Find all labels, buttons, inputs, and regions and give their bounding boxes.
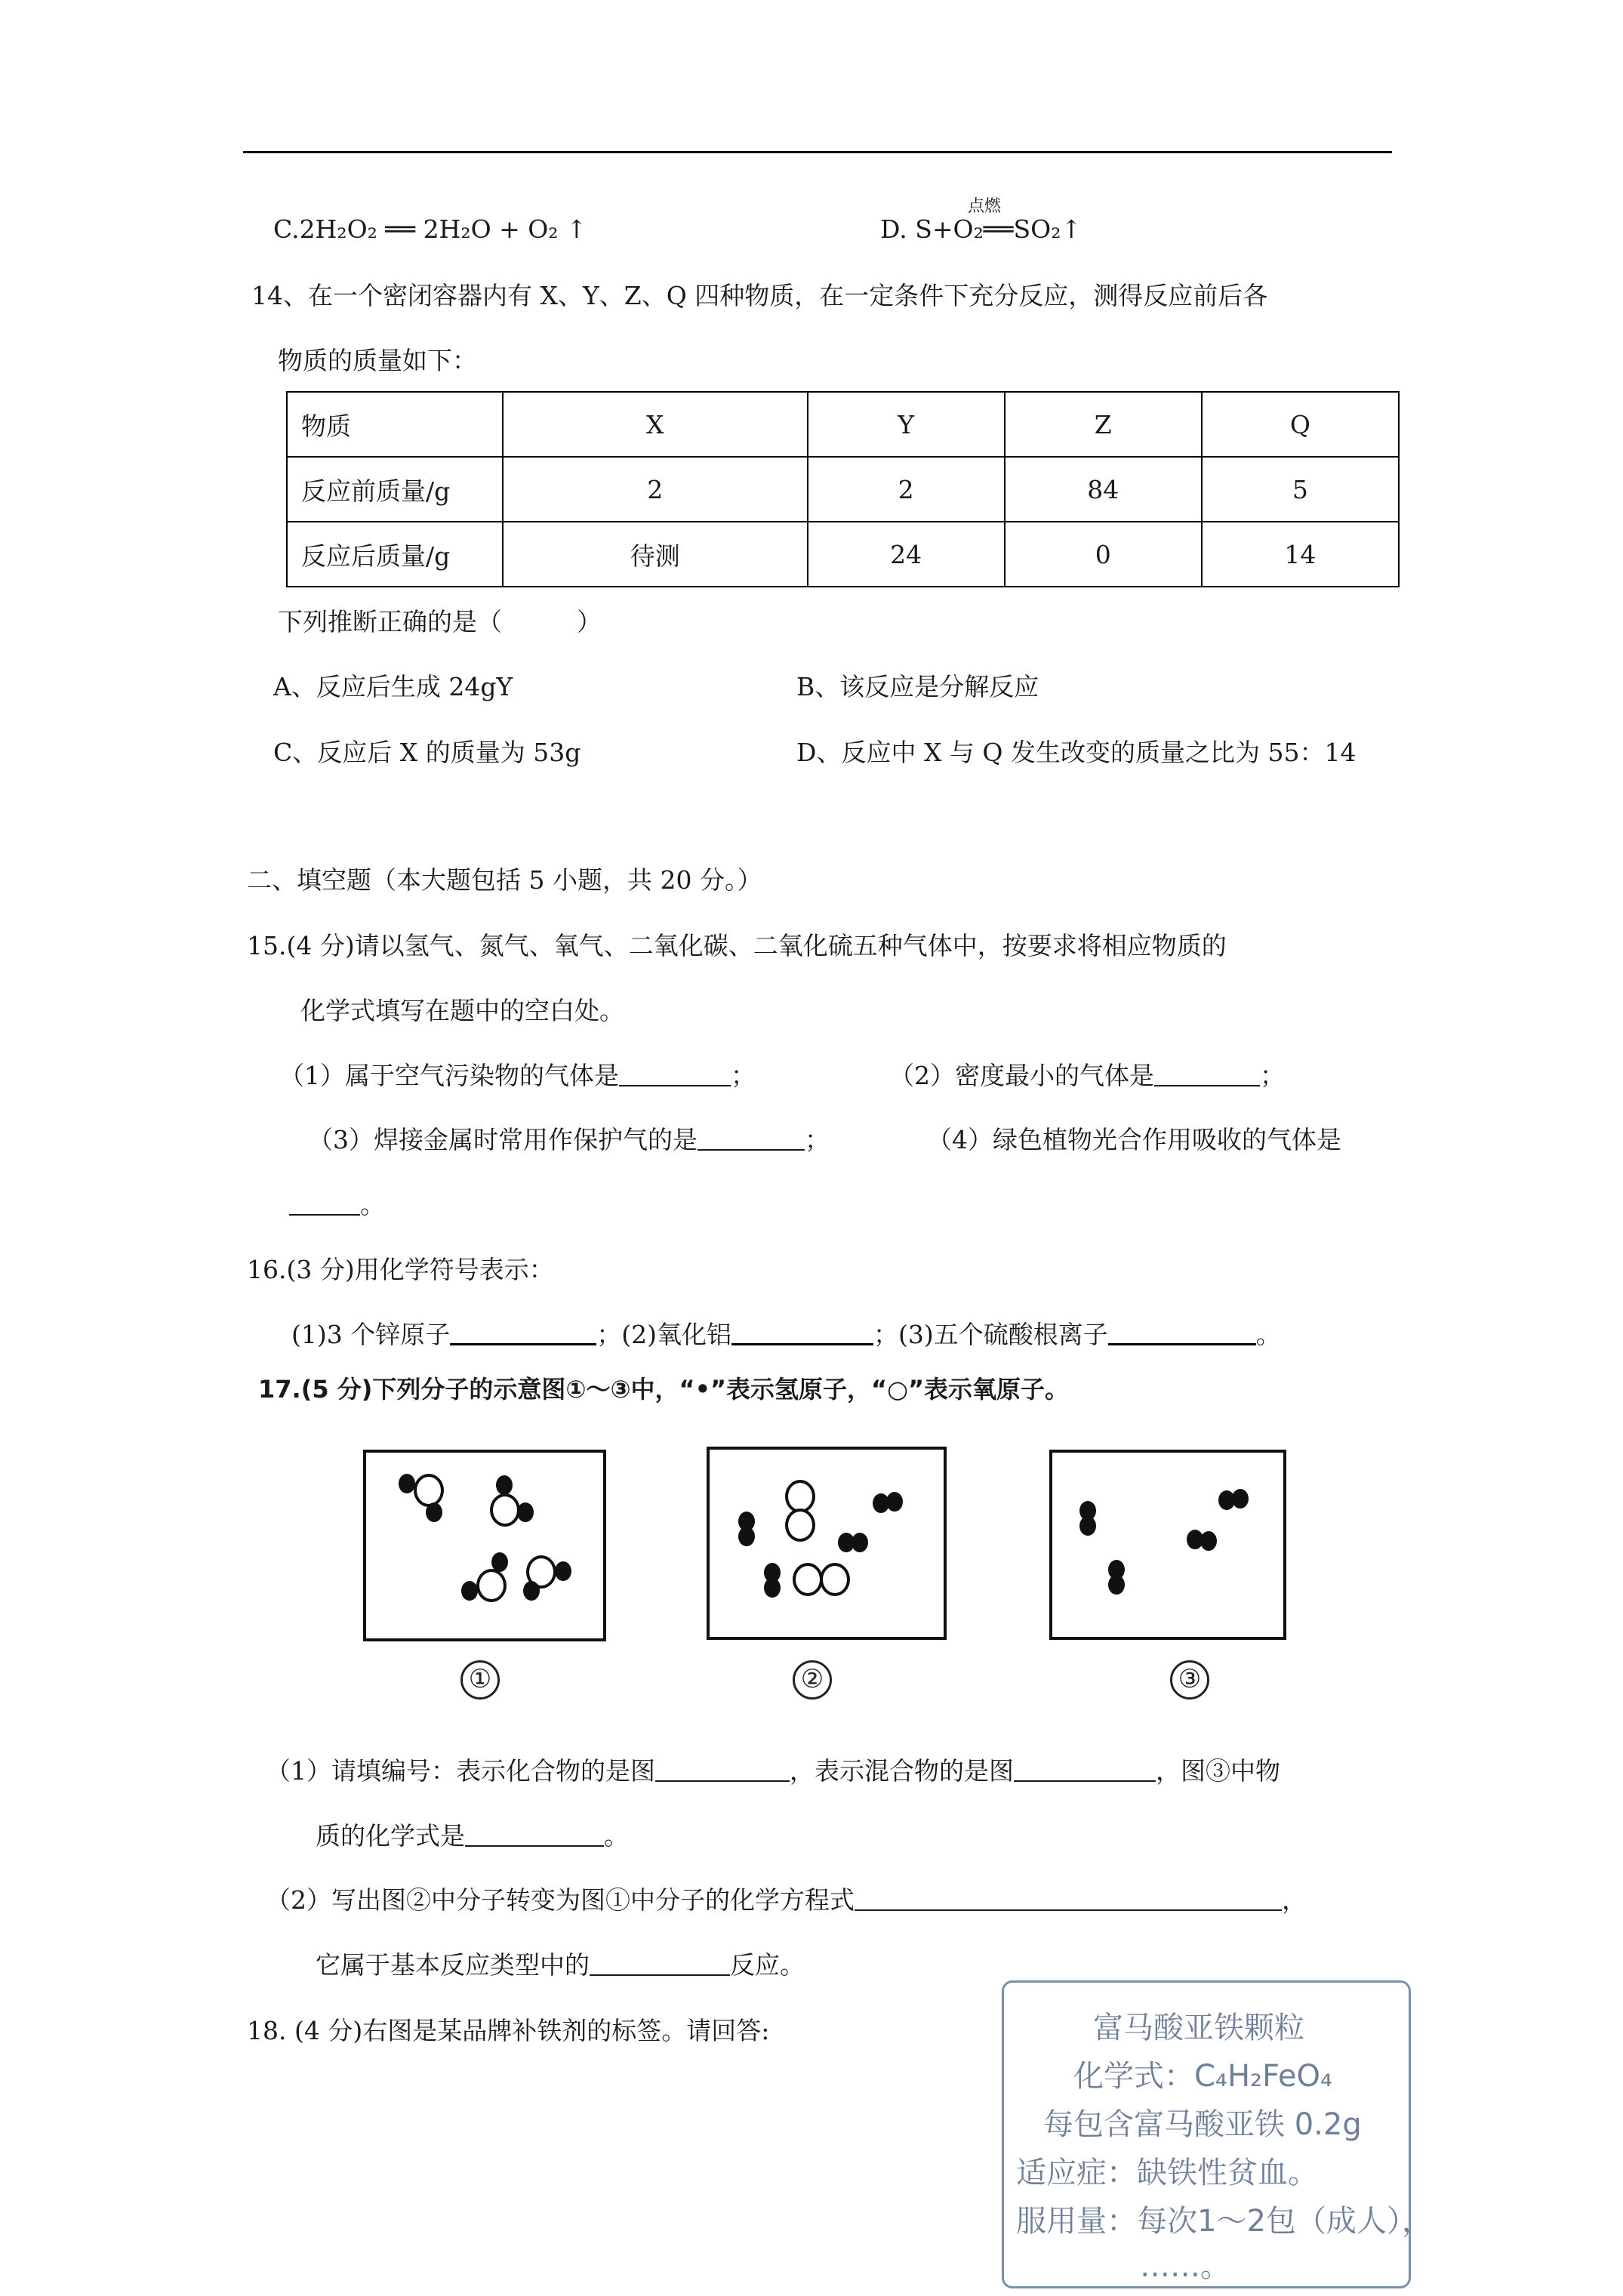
q17-part1-text-c: ，图③中物: [1156, 1756, 1280, 1786]
q14-option-a: A、反应后生成 24gY: [273, 672, 513, 701]
hydrogen-atom: [496, 1475, 513, 1495]
answer-blank[interactable]: [698, 1124, 805, 1151]
q15-line2: 化学式填写在题中的空白处。: [300, 996, 624, 1025]
table-header-cell: 物质: [287, 392, 503, 457]
q14-option-c: C、反应后 X 的质量为 53g: [273, 738, 581, 767]
label-ellipsis: ……。: [1140, 2249, 1230, 2284]
answer-blank[interactable]: [855, 1885, 1282, 1911]
table-cell: 反应前质量/g: [287, 457, 503, 522]
hydrogen-atom: [1079, 1516, 1096, 1536]
table-cell: 24: [808, 522, 1005, 587]
hydrogen-atom: [426, 1502, 442, 1522]
figure-label-2: ②: [793, 1660, 832, 1700]
q15-part2: [889, 1056, 1285, 1092]
hydrogen-atom: [461, 1581, 478, 1601]
q14-stem-line2: 物质的质量如下：: [278, 346, 477, 375]
q17-part2-text-b: ，: [1282, 1885, 1307, 1915]
q14-stem-line1: 14、在一个密闭容器内有 X、Y、Z、Q 四种物质，在一定条件下充分反应，测得反应前后各: [251, 281, 1268, 310]
hydrogen-atom: [399, 1474, 415, 1493]
table-cell: 2: [808, 457, 1005, 522]
q16-part3-text: ；(3)五个硫酸根离子: [873, 1320, 1108, 1349]
answer-blank[interactable]: [1154, 1060, 1260, 1086]
q17-part1-line2: [316, 1817, 629, 1852]
molecule-figure-2: [707, 1447, 947, 1640]
q17-part2-text-c: 它属于基本反应类型中的: [316, 1950, 590, 1980]
q16-line1: 16.(3 分)用化学符号表示：: [247, 1255, 554, 1284]
table-header-cell: Y: [808, 392, 1005, 457]
q15-part1-text: （1）属于空气污染物的气体是: [279, 1061, 619, 1090]
oxygen-atom: [414, 1474, 444, 1507]
q17-part1-text-b: ，表示混合物的是图: [790, 1756, 1014, 1786]
table-header-cell: Q: [1202, 392, 1399, 457]
supplement-label: [1002, 1980, 1432, 2288]
label-indication: 适应症：缺铁性贫血。: [1016, 2156, 1318, 2190]
q15-part3: [308, 1120, 830, 1156]
q17-part1-text-a: （1）请填编号：表示化合物的是图: [266, 1756, 655, 1786]
hydrogen-atom: [517, 1502, 534, 1522]
q15-part2-end: ；: [1260, 1061, 1285, 1090]
oxygen-atom: [820, 1563, 850, 1596]
q16-part2-text: ；(2)氧化铝: [596, 1320, 731, 1349]
molecule-figure-1: [363, 1450, 606, 1641]
answer-blank[interactable]: [1014, 1755, 1156, 1782]
q14-option-d: D、反应中 X 与 Q 发生改变的质量之比为 55：14: [796, 738, 1357, 767]
table-row: [287, 522, 1399, 587]
q16-parts: [291, 1315, 1281, 1351]
oxygen-atom: [785, 1509, 815, 1542]
hydrogen-atom: [523, 1581, 540, 1601]
q14-mass-table: [286, 391, 1400, 587]
answer-blank[interactable]: [1108, 1318, 1256, 1345]
oxygen-atom: [793, 1563, 823, 1596]
hydrogen-atom: [1232, 1489, 1249, 1509]
table-row: [287, 457, 1399, 522]
q16-end: 。: [1255, 1320, 1281, 1349]
q17-part2-text-a: （2）写出图②中分子转变为图①中分子的化学方程式: [266, 1885, 855, 1915]
figure-label-3: ③: [1170, 1660, 1209, 1700]
header-rule: [243, 151, 1392, 153]
hydrogen-atom: [1200, 1531, 1217, 1551]
oxygen-atom: [490, 1493, 520, 1527]
table-cell: 2: [503, 457, 808, 522]
q15-line1: 15.(4 分)请以氢气、氮气、氧气、二氧化碳、二氧化硫五种气体中，按要求将相应物质的: [247, 931, 1227, 960]
figure-label-1: ①: [460, 1660, 500, 1700]
answer-blank[interactable]: [450, 1318, 596, 1345]
q15-part4-end: 。: [360, 1190, 385, 1219]
q16-part1-text: (1)3 个锌原子: [291, 1320, 451, 1349]
section-title: 二、填空题（本大题包括 5 小题，共 20 分。）: [247, 865, 762, 895]
q15-part3-text: （3）焊接金属时常用作保护气的是: [308, 1125, 698, 1154]
table-cell: 0: [1005, 522, 1202, 587]
label-formula: 化学式：C₄H₂FeO₄: [1073, 2059, 1333, 2094]
q17-line1: 17.(5 分)下列分子的示意图①～③中，“•”表示氢原子，“○”表示氧原子。: [258, 1375, 1070, 1404]
q13-option-c: C.2H₂O₂ ══ 2H₂O + O₂ ↑: [273, 214, 587, 244]
q17-part2-line2: [316, 1946, 805, 1981]
table-cell: 14: [1202, 522, 1399, 587]
label-dosage: 服用量：每次1～2包（成人），: [1016, 2204, 1432, 2239]
table-header-cell: X: [503, 392, 808, 457]
q17-part1-text-d: 质的化学式是: [316, 1821, 465, 1851]
table-cell: 5: [1202, 457, 1399, 522]
q17-part2-line1: [266, 1881, 1307, 1916]
label-content: 每包含富马酸亚铁 0.2g: [1043, 2107, 1362, 2142]
answer-blank[interactable]: [590, 1949, 730, 1976]
q13-option-d: D. S+O₂══SO₂↑: [880, 214, 1083, 244]
hydrogen-atom: [764, 1578, 781, 1598]
q15-part2-text: （2）密度最小的气体是: [889, 1061, 1154, 1090]
answer-blank[interactable]: [655, 1755, 790, 1782]
q14-question: 下列推断正确的是（ ）: [278, 607, 602, 636]
answer-blank[interactable]: [465, 1820, 604, 1847]
hydrogen-atom: [1108, 1575, 1125, 1595]
table-cell: 84: [1005, 457, 1202, 522]
hydrogen-atom: [886, 1492, 903, 1512]
table-cell: 反应后质量/g: [287, 522, 503, 587]
q18-line1: 18. (4 分)右图是某品牌补铁剂的标签。请回答:: [247, 2016, 770, 2045]
q17-part1-text-e: 。: [604, 1821, 629, 1851]
oxygen-atom: [476, 1569, 507, 1602]
table-cell: 待测: [503, 522, 808, 587]
hydrogen-atom: [852, 1533, 868, 1552]
answer-blank[interactable]: [289, 1189, 360, 1216]
q15-part4-answer: [289, 1185, 385, 1221]
q14-option-b: B、该反应是分解反应: [796, 672, 1039, 701]
q15-part1: [279, 1056, 756, 1092]
hydrogen-atom: [555, 1561, 571, 1581]
q17-part1-line1: [266, 1752, 1280, 1787]
q15-part1-end: ；: [731, 1061, 756, 1090]
label-title: 富马酸亚铁颗粒: [1093, 2011, 1304, 2045]
q15-part4: （4）绿色植物光合作用吸收的气体是: [927, 1125, 1341, 1154]
q15-part3-end: ；: [805, 1125, 830, 1154]
table-header-cell: Z: [1005, 392, 1202, 457]
answer-blank[interactable]: [619, 1060, 731, 1086]
hydrogen-atom: [738, 1527, 755, 1546]
molecule-figure-3: [1049, 1450, 1286, 1640]
answer-blank[interactable]: [731, 1318, 873, 1345]
hydrogen-atom: [491, 1552, 508, 1572]
q17-part2-text-d: 反应。: [730, 1950, 805, 1980]
q13-option-d-condition: 点燃: [968, 197, 1002, 216]
table-header-row: [287, 392, 1399, 457]
